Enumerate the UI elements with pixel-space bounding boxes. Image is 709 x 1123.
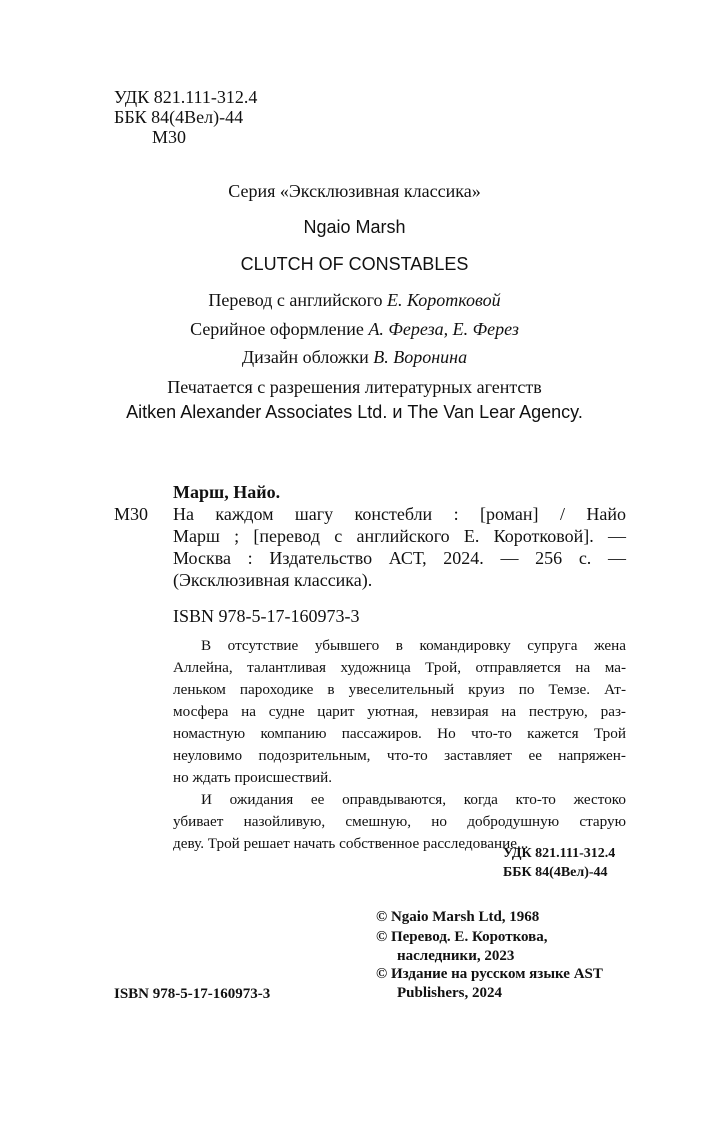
annotation-udk: УДК 821.111-312.4 xyxy=(503,846,616,861)
permission-line-2: Aitken Alexander Associates Ltd. и The Van Lear Agency. xyxy=(126,402,583,422)
catalog-entry-line: Москва : Издательство АСТ, 2024. — 256 с. — xyxy=(173,548,626,568)
copyright-translation: © Перевод. Е. Короткова, xyxy=(376,929,548,945)
catalog-entry-line: Марш ; [перевод с английского Е. Коротковой]. — xyxy=(173,526,626,546)
copyright-edition: © Издание на русском языке AST xyxy=(376,966,603,982)
bbk-code: ББК 84(4Вел)-44 xyxy=(114,107,244,127)
catalog-isbn: ISBN 978-5-17-160973-3 xyxy=(173,606,360,626)
permission-line-1: Печатается с разрешения литературных агентств xyxy=(167,377,542,397)
footer-isbn: ISBN 978-5-17-160973-3 xyxy=(114,986,271,1002)
annotation-line: номастную компанию пассажиров. Но что-то кажется Трой xyxy=(173,725,626,742)
translation-credit xyxy=(0,289,709,311)
annotation-line: Аллейна, талантливая художница Трой, отправляется на ма- xyxy=(173,659,626,676)
annotation-line: И ожидания ее оправдываются, когда кто-то жестоко xyxy=(201,791,626,808)
original-title: CLUTCH OF CONSTABLES xyxy=(240,254,469,274)
annotation-line: убивает назойливую, смешную, но добродушную старую xyxy=(173,813,626,830)
annotation-line: неуловимо подозрительным, что-то заставляет ее напряжен- xyxy=(173,747,626,764)
catalog-entry-line: На каждом шагу констебли : [роман] / Найо xyxy=(173,504,626,524)
catalog-mark: М30 xyxy=(114,504,149,524)
annotation-line: леньком пароходике в увеселительный круиз по Темзе. Ат- xyxy=(173,681,626,698)
copyright-translation-cont: наследники, 2023 xyxy=(397,948,515,964)
annotation-bbk: ББК 84(4Вел)-44 xyxy=(503,865,608,880)
series-design-prefix: Серийное оформление xyxy=(190,319,364,339)
copyright-edition-cont: Publishers, 2024 xyxy=(397,985,503,1001)
udk-code: УДК 821.111-312.4 xyxy=(114,87,258,107)
catalog-heading: Марш, Найо. xyxy=(173,482,281,502)
annotation-line: В отсутствие убывшего в командировку супруга жена xyxy=(201,637,626,654)
series-line: Серия «Эксклюзивная классика» xyxy=(228,181,481,201)
translator-name: Е. Коротковой xyxy=(387,290,501,310)
annotation-line: но ждать происшествий. xyxy=(173,769,333,786)
original-author: Ngaio Marsh xyxy=(303,217,406,237)
cover-design-prefix: Дизайн обложки xyxy=(241,347,369,367)
author-mark: М30 xyxy=(152,127,187,147)
cover-designer: В. Воронина xyxy=(373,347,468,367)
series-design-credit xyxy=(0,318,709,340)
catalog-entry xyxy=(173,503,626,591)
copyright-original: © Ngaio Marsh Ltd, 1968 xyxy=(376,909,540,925)
catalog-entry-line: (Эксклюзивная классика). xyxy=(173,570,373,590)
series-designers: А. Фереза, Е. Ферез xyxy=(368,319,519,339)
annotation-line: деву. Трой решает начать собственное расследование... xyxy=(173,835,529,852)
annotation-line: мосфера на судне царит уютная, невзирая на пеструю, раз- xyxy=(173,703,626,720)
translation-prefix: Перевод с английского xyxy=(208,290,383,310)
cover-design-credit xyxy=(0,346,709,368)
annotation xyxy=(173,635,626,855)
